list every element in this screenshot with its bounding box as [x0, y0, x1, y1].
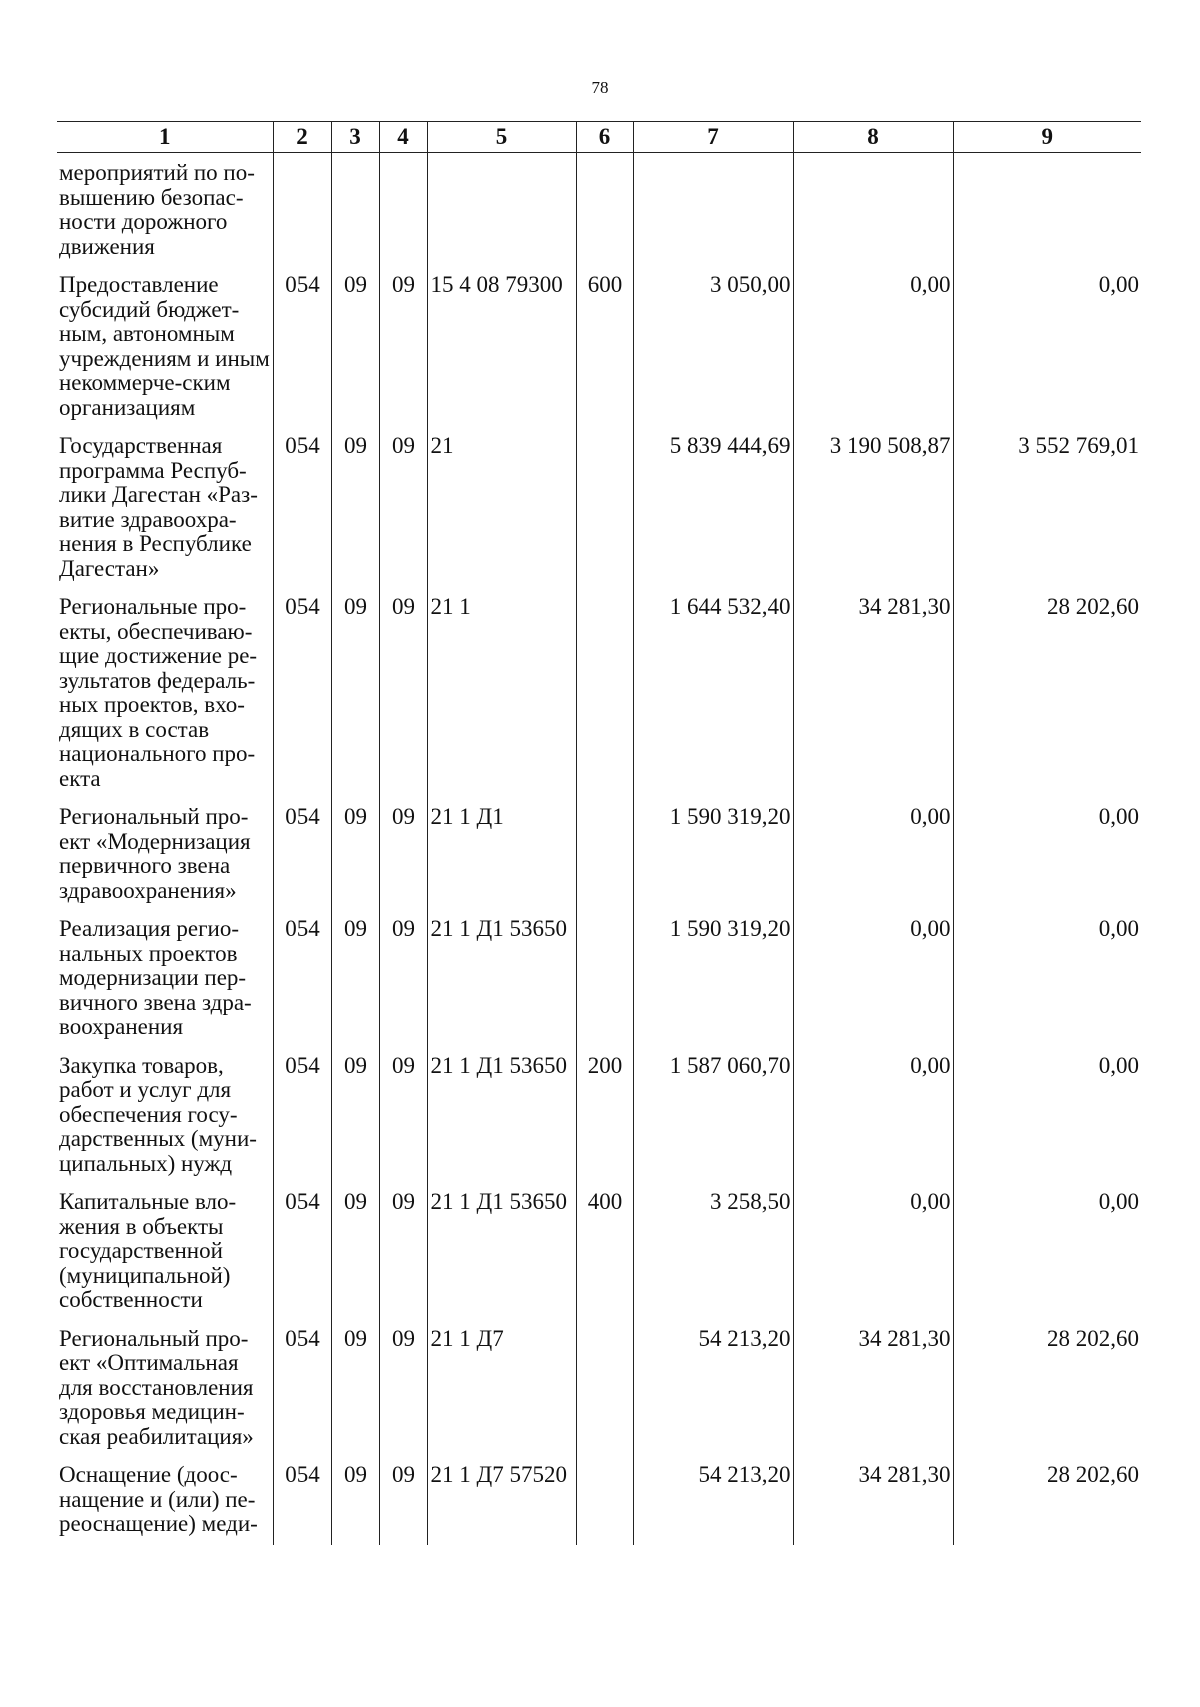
- row-name: Государственная программа Респуб-лики Дагестан «Раз-витие здравоохра-нения в Республике Дагестан»: [59, 433, 258, 581]
- cell-section: 09: [331, 273, 379, 434]
- cell-expense-type: 400: [576, 1190, 633, 1327]
- column-header: 4: [379, 122, 427, 153]
- cell-expense-type: [576, 917, 633, 1054]
- cell-section: 09: [331, 805, 379, 917]
- column-header: 7: [633, 122, 793, 153]
- cell-amount-col7: 54 213,20: [633, 1463, 793, 1545]
- cell-amount-col7: 54 213,20: [633, 1327, 793, 1464]
- cell-amount-col8: 34 281,30: [793, 595, 953, 805]
- cell-subsection: 09: [379, 273, 427, 434]
- cell-amount-col8: 0,00: [793, 917, 953, 1054]
- cell-code: 054: [273, 805, 331, 917]
- cell-amount-col9: [953, 153, 1141, 274]
- cell-target-article: 21 1 Д7: [427, 1327, 576, 1464]
- cell-section: 09: [331, 917, 379, 1054]
- cell-section: 09: [331, 1190, 379, 1327]
- table-row: [57, 1327, 1141, 1464]
- cell-amount-col7: [633, 153, 793, 274]
- cell-section: 09: [331, 1054, 379, 1191]
- cell-subsection: 09: [379, 1463, 427, 1545]
- table-row: [57, 595, 1141, 805]
- row-name: Предоставление субсидий бюджет-ным, автономным учреждениям и иным некоммерче-ским организациям: [59, 272, 270, 420]
- cell-amount-col8: 34 281,30: [793, 1327, 953, 1464]
- cell-section: [331, 153, 379, 274]
- cell-target-article: 21: [427, 434, 576, 595]
- row-name: мероприятий по по-вышению безопас-ности дорожного движения: [59, 160, 255, 259]
- column-header: 6: [576, 122, 633, 153]
- cell-target-article: 21 1 Д7 57520: [427, 1463, 576, 1545]
- cell-code: 054: [273, 1327, 331, 1464]
- cell-amount-col9: 0,00: [953, 805, 1141, 917]
- cell-expense-type: [576, 1463, 633, 1545]
- cell-expense-type: [576, 153, 633, 274]
- cell-amount-col9: 3 552 769,01: [953, 434, 1141, 595]
- column-header: 5: [427, 122, 576, 153]
- row-name: Капитальные вло-жения в объекты государственной (муниципальной) собственности: [59, 1189, 237, 1312]
- cell-target-article: [427, 153, 576, 274]
- cell-amount-col8: 0,00: [793, 273, 953, 434]
- cell-target-article: 21 1 Д1 53650: [427, 917, 576, 1054]
- cell-expense-type: [576, 805, 633, 917]
- row-name: Реализация регио-нальных проектов модернизации пер-вичного звена здра-воохранения: [59, 916, 252, 1039]
- cell-subsection: 09: [379, 434, 427, 595]
- cell-amount-col8: 0,00: [793, 1054, 953, 1191]
- cell-amount-col9: 0,00: [953, 1190, 1141, 1327]
- table-row: [57, 1054, 1141, 1191]
- column-header: 9: [953, 122, 1141, 153]
- cell-expense-type: [576, 434, 633, 595]
- cell-section: 09: [331, 1327, 379, 1464]
- column-header: 2: [273, 122, 331, 153]
- cell-amount-col8: 0,00: [793, 805, 953, 917]
- cell-code: [273, 153, 331, 274]
- cell-code: 054: [273, 1054, 331, 1191]
- row-name: Региональные про-екты, обеспечиваю-щие достижение ре-зультатов федераль-ных проектов, вхо-дящих в состав национального про-екта: [59, 594, 258, 791]
- cell-target-article: 21 1 Д1: [427, 805, 576, 917]
- cell-subsection: 09: [379, 917, 427, 1054]
- cell-amount-col7: 1 590 319,20: [633, 917, 793, 1054]
- cell-subsection: 09: [379, 1327, 427, 1464]
- cell-code: 054: [273, 434, 331, 595]
- table-row: [57, 273, 1141, 434]
- cell-amount-col8: 0,00: [793, 1190, 953, 1327]
- cell-expense-type: 600: [576, 273, 633, 434]
- cell-target-article: 21 1: [427, 595, 576, 805]
- cell-section: 09: [331, 434, 379, 595]
- cell-section: 09: [331, 595, 379, 805]
- cell-code: 054: [273, 1463, 331, 1545]
- cell-amount-col9: 28 202,60: [953, 595, 1141, 805]
- cell-expense-type: 200: [576, 1054, 633, 1191]
- cell-target-article: 21 1 Д1 53650: [427, 1054, 576, 1191]
- cell-amount-col7: 1 590 319,20: [633, 805, 793, 917]
- table-row: [57, 153, 1141, 274]
- budget-table: [57, 121, 1141, 1545]
- row-name: Региональный про-ект «Модернизация первичного звена здравоохранения»: [59, 804, 251, 903]
- cell-subsection: 09: [379, 1190, 427, 1327]
- table-row: [57, 1463, 1141, 1545]
- cell-subsection: [379, 153, 427, 274]
- cell-amount-col7: 3 050,00: [633, 273, 793, 434]
- cell-subsection: 09: [379, 595, 427, 805]
- cell-amount-col9: 28 202,60: [953, 1463, 1141, 1545]
- cell-amount-col9: 0,00: [953, 917, 1141, 1054]
- cell-amount-col9: 0,00: [953, 273, 1141, 434]
- column-header: 8: [793, 122, 953, 153]
- cell-amount-col8: 3 190 508,87: [793, 434, 953, 595]
- cell-amount-col8: 34 281,30: [793, 1463, 953, 1545]
- cell-subsection: 09: [379, 805, 427, 917]
- cell-amount-col9: 28 202,60: [953, 1327, 1141, 1464]
- cell-target-article: 15 4 08 79300: [427, 273, 576, 434]
- table-row: [57, 1190, 1141, 1327]
- row-name: Оснащение (доос-нащение и (или) пе-реоснащение) меди-: [59, 1462, 258, 1536]
- column-header: 1: [57, 122, 273, 153]
- row-name: Закупка товаров, работ и услуг для обеспечения госу-дарственных (муни-ципальных) нужд: [59, 1052, 257, 1176]
- cell-code: 054: [273, 917, 331, 1054]
- cell-amount-col8: [793, 153, 953, 274]
- cell-code: 054: [273, 595, 331, 805]
- row-name: Региональный про-ект «Оптимальная для восстановления здоровья медицин-ская реабилитация»: [59, 1325, 254, 1449]
- table-row: [57, 917, 1141, 1054]
- cell-target-article: 21 1 Д1 53650: [427, 1190, 576, 1327]
- cell-amount-col9: 0,00: [953, 1054, 1141, 1191]
- cell-amount-col7: 1 587 060,70: [633, 1054, 793, 1191]
- header-row: [57, 122, 1141, 153]
- cell-amount-col7: 5 839 444,69: [633, 434, 793, 595]
- page-number: 78: [591, 78, 609, 97]
- cell-section: 09: [331, 1463, 379, 1545]
- cell-subsection: 09: [379, 1054, 427, 1191]
- table-row: [57, 434, 1141, 595]
- cell-expense-type: [576, 595, 633, 805]
- table-row: [57, 805, 1141, 917]
- cell-amount-col7: 1 644 532,40: [633, 595, 793, 805]
- cell-amount-col7: 3 258,50: [633, 1190, 793, 1327]
- cell-code: 054: [273, 1190, 331, 1327]
- cell-code: 054: [273, 273, 331, 434]
- cell-expense-type: [576, 1327, 633, 1464]
- column-header: 3: [331, 122, 379, 153]
